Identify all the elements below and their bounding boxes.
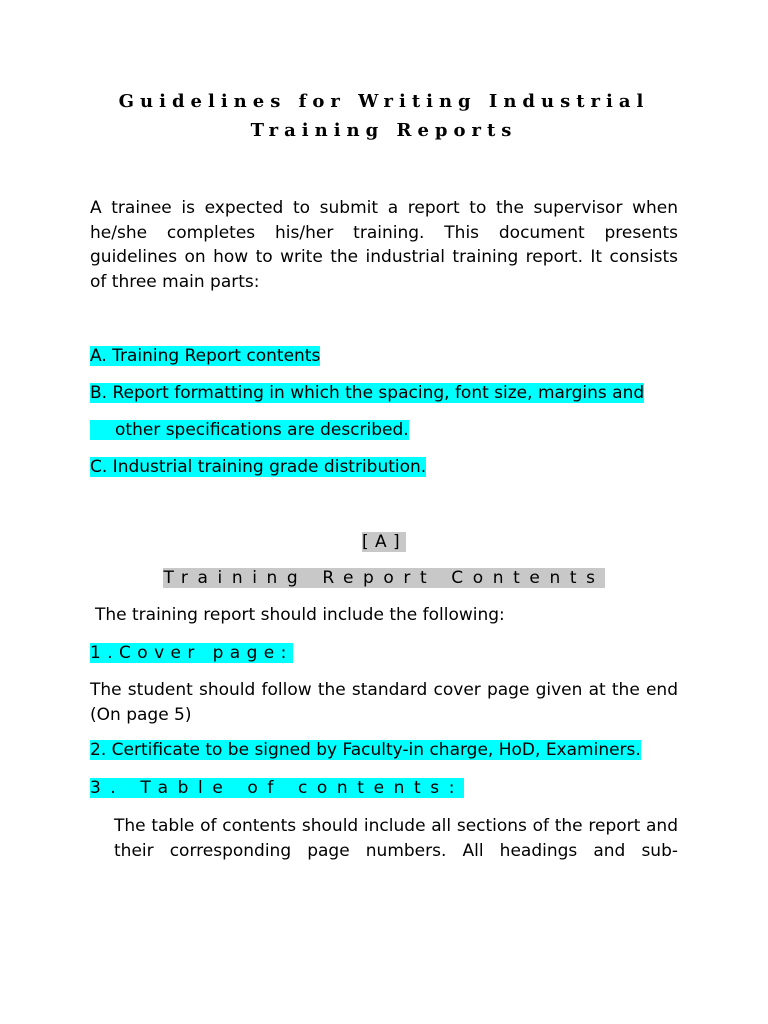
section-a-heading-text: Training Report Contents: [163, 568, 605, 588]
cover-page-heading-text: 1.Cover page:: [90, 643, 293, 663]
cover-page-text: The student should follow the standard cover page given at the end (On page 5): [90, 680, 678, 725]
toc-heading: [90, 777, 464, 799]
section-a-lead: The training report should include the following:: [95, 605, 505, 625]
part-b-item-line-1: [90, 382, 644, 404]
certificate-item: [90, 739, 641, 761]
document-title-line-2: Training Reports: [250, 120, 518, 141]
part-a-item: [90, 345, 320, 367]
toc-text: The table of contents should include all sections of the report and their corresponding page numbers. All headings and sub-: [114, 816, 678, 861]
section-a-marker-text: [A]: [361, 532, 407, 552]
cover-page-heading: [90, 642, 293, 664]
section-a-marker: [0, 531, 768, 553]
part-b-text-line-2: other specifications are described.: [90, 420, 409, 440]
part-b-item-line-2: [90, 419, 409, 441]
document-title-line-1: Guidelines for Writing Industrial: [118, 91, 650, 112]
certificate-text: 2. Certificate to be signed by Faculty-in charge, HoD, Examiners.: [90, 740, 641, 760]
intro-paragraph: A trainee is expected to submit a report to the supervisor when he/she completes his/her training. This document presents guidelines on how to write the industrial training report. It consists of three main parts:: [90, 198, 678, 292]
part-a-text: A. Training Report contents: [90, 346, 321, 366]
part-b-text-line-1: B. Report formatting in which the spacing, font size, margins and: [90, 383, 645, 403]
section-a-heading: [0, 567, 768, 589]
toc-heading-text: 3. Table of contents:: [90, 778, 465, 798]
part-c-text: C. Industrial training grade distribution.: [90, 457, 427, 477]
part-c-item: [90, 456, 426, 478]
